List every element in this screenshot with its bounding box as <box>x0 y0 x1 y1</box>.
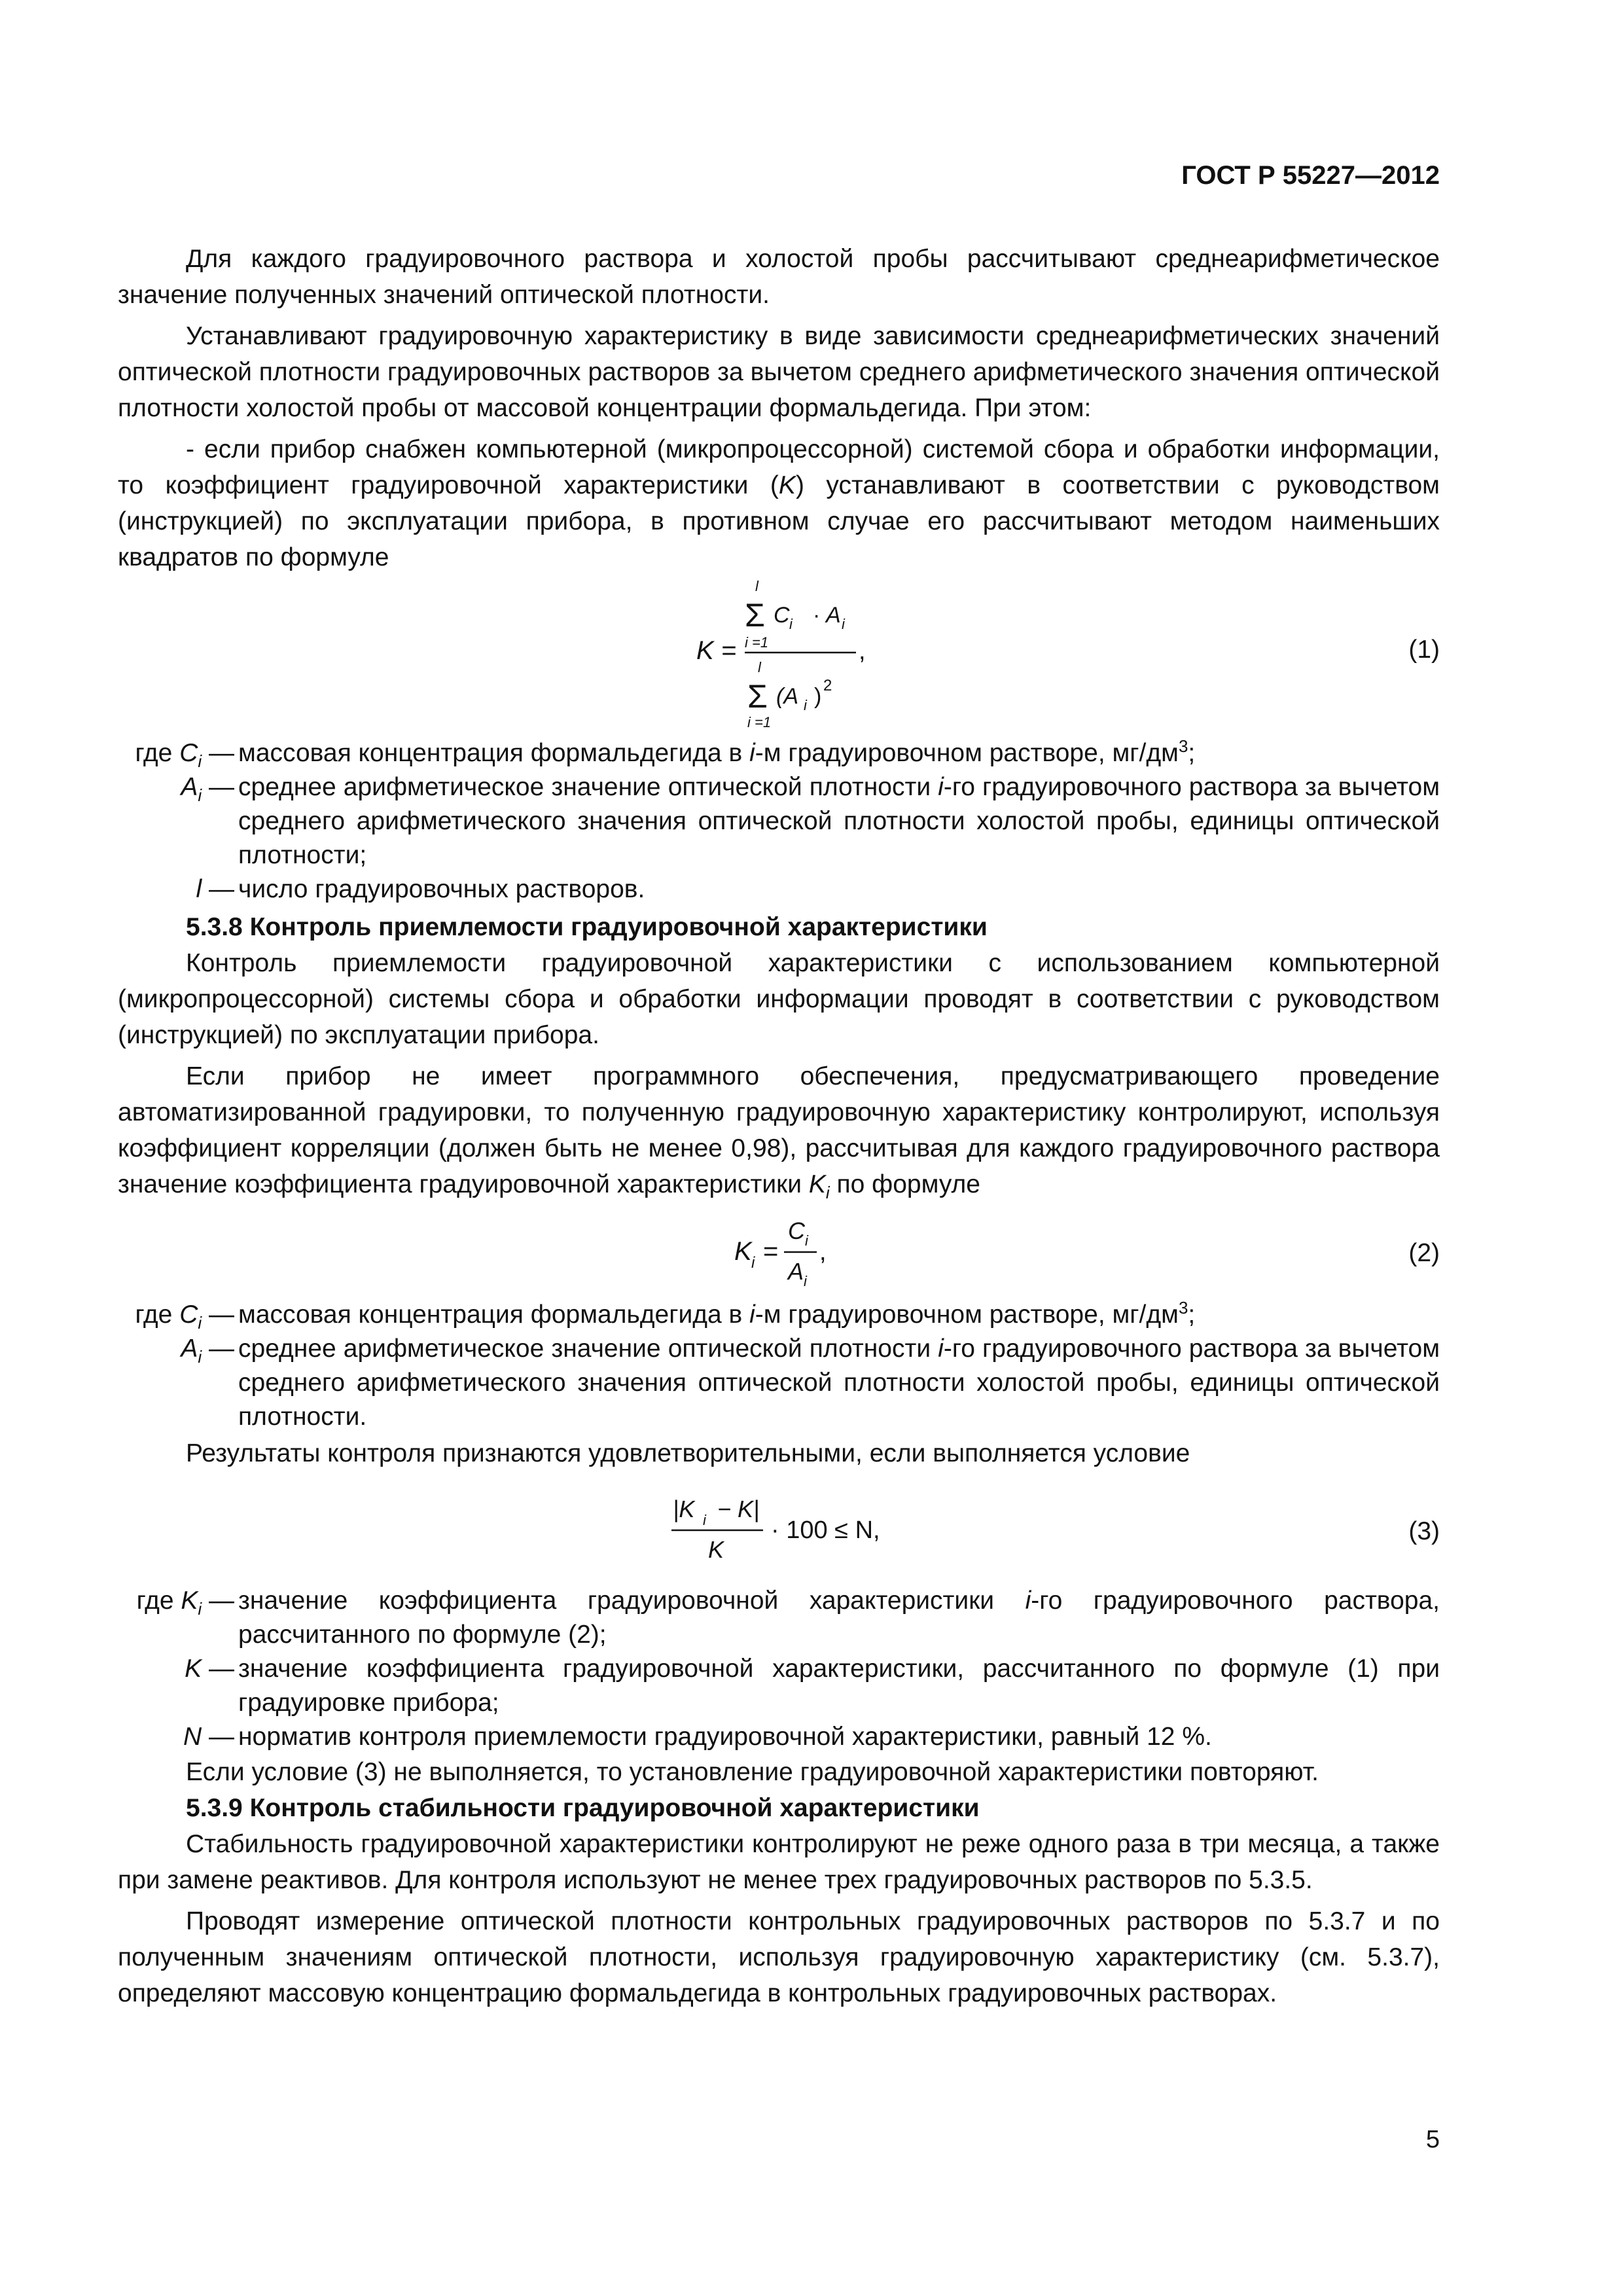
formula-1-svg <box>118 575 1440 731</box>
where-3-item-n: N — норматив контроля приемлемости градуировочной характеристики, равный 12 %. <box>118 1720 1440 1754</box>
formula-3-number: (3) <box>1408 1517 1440 1545</box>
formula-2-num-sub: i <box>805 1232 808 1249</box>
formula-1-den-a: (A <box>776 684 798 709</box>
where-2-item-a: $A_i$ — среднее арифметическое значение оптической плотности i-го градуировочного раствора за вычетом среднего арифметического значения оптической плотности холостой пробы, единицы оптической плотности. <box>118 1332 1440 1434</box>
formula-1-den-sub: i <box>804 697 807 713</box>
where-2-label: где $C_i$ — <box>135 1300 234 1333</box>
section-5-3-9-heading: 5.3.9 Контроль стабильности градуировочной характеристики <box>186 1794 980 1822</box>
formula-2-eq: = <box>763 1237 779 1266</box>
where-block-1 <box>118 736 1440 906</box>
formula-3-svg <box>118 1487 1440 1579</box>
where-1-label: где $C_i$ — <box>135 739 234 771</box>
where-3-item-k: K — значение коэффициента градуировочной характеристики, рассчитанного по формуле (1) при градуировке прибора; <box>118 1652 1440 1720</box>
formula-1-num-a: A <box>826 603 841 628</box>
where-1-label: l — <box>196 875 234 903</box>
where-1-item-a: $A_i$ — среднее арифметическое значение оптической плотности i-го градуировочного раствора за вычетом среднего арифметического значения оптической плотности холостой пробы, единицы оптической плотности; <box>118 770 1440 872</box>
formula-3-den: K <box>708 1536 724 1563</box>
formula-1-num-c-sub: i <box>789 616 793 632</box>
where-3-item-ki: где $K_i$ — значение коэффициента градуировочной характеристики i-го градуировочного раствора, рассчитанного по формуле (2); <box>118 1584 1440 1652</box>
where-3-label: где $K_i$ — <box>136 1587 234 1619</box>
formula-2-num: C <box>788 1217 805 1244</box>
formula-2-comma: , <box>819 1238 827 1266</box>
formula-1-number: (1) <box>1408 636 1440 664</box>
formula-1-den-sigma: Σ <box>747 678 768 715</box>
formula-3 <box>118 1487 1440 1579</box>
formula-3-num-sub: i <box>703 1512 706 1528</box>
paragraph-3: - если прибор снабжен компьютерной (микропроцессорной) системой сбора и обработки информации, то коэффициент градуировочной характеристики (K) устанавливают в соответствии с руководством (инструкцией) по эксплуатации прибора, в противном случае его рассчитывают методом наименьших квадратов по формуле <box>118 435 1440 571</box>
where-3-label: K — <box>185 1655 234 1683</box>
where-block-2 <box>118 1298 1440 1434</box>
section-5-3-9-paragraph-2: Проводят измерение оптической плотности контрольных градуировочных растворов по 5.3.7 и по полученным значениям оптической плотности, используя градуировочную характеристику (см. 5.3.7), определяют массовую концентрацию формальдегида в контрольных градуировочных растворах. <box>118 1907 1440 2007</box>
formula-1-num-dot: · <box>813 603 821 628</box>
document-body <box>118 241 1440 2011</box>
repeat-condition-text: Если условие (3) не выполняется, то установление градуировочной характеристики повторяют. <box>186 1758 1319 1786</box>
formula-2 <box>118 1209 1440 1294</box>
where-2-label: $A_i$ — <box>181 1335 234 1367</box>
formula-3-num-b: − K| <box>717 1496 760 1522</box>
formula-2-svg <box>118 1209 1440 1294</box>
formula-1-num-c: C <box>774 603 790 628</box>
where-1-item-l: l — число градуировочных растворов. <box>118 872 1440 906</box>
formula-2-den: A <box>788 1258 804 1285</box>
formula-2-den-sub: i <box>804 1273 807 1289</box>
formula-1-num-sigma: Σ <box>745 597 765 634</box>
where-1-item-c: где $C_i$ — массовая концентрация формальдегида в i-м градуировочном растворе, $мг/дм^3$; <box>118 736 1440 770</box>
where-block-3 <box>118 1584 1440 1754</box>
formula-3-rhs: · 100 ≤ N, <box>771 1516 880 1544</box>
formula-1-num-sum-bottom: i =1 <box>745 634 769 651</box>
result-condition-text: Результаты контроля признаются удовлетворительными, если выполняется условие <box>186 1439 1190 1467</box>
formula-1-den-power: 2 <box>823 677 832 694</box>
formula-1-lhs: K = <box>696 636 737 665</box>
section-5-3-8-paragraph-1: Контроль приемлемости градуировочной характеристики с использованием компьютерной (микропроцессорной) системы сбора и обработки информации проводят в соответствии с руководством (инструкцией) по эксплуатации прибора. <box>118 949 1440 1049</box>
section-5-3-8-heading: 5.3.8 Контроль приемлемости градуировочной характеристики <box>186 913 988 941</box>
where-3-label: N — <box>183 1723 234 1751</box>
formula-1-num-a-sub: i <box>842 616 845 632</box>
paragraph-2: Устанавливают градуировочную характеристику в виде зависимости среднеарифметических значений оптической плотности градуировочных растворов за вычетом среднего арифметического значения оптической плотности холостой пробы от массовой концентрации формальдегида. При этом: <box>118 322 1440 422</box>
section-5-3-8-paragraph-2: Если прибор не имеет программного обеспечения, предусматривающего проведение автоматизированной градуировки, то полученную градуировочную характеристику контролируют, используя коэффициент корреляции (должен быть не менее 0,98), рассчитывая для каждого градуировочного раствора значение коэффициента градуировочной характеристики $K_i$ по формуле <box>118 1062 1440 1202</box>
where-1-label: $A_i$ — <box>181 773 234 805</box>
page-number: 5 <box>1425 2126 1440 2153</box>
formula-1 <box>118 575 1440 731</box>
paragraph-1: Для каждого градуировочного раствора и холостой пробы рассчитывают среднеарифметическое значение полученных значений оптической плотности. <box>118 245 1440 309</box>
formula-3-num-a: |K <box>673 1496 695 1522</box>
formula-1-den-sum-bottom: i =1 <box>747 714 772 730</box>
formula-1-num-sum-top: l <box>755 578 758 594</box>
formula-1-comma: , <box>859 637 866 665</box>
formula-2-number: (2) <box>1408 1239 1440 1267</box>
formula-1-den-close: ) <box>814 684 822 709</box>
formula-2-lhs: K <box>734 1237 752 1266</box>
section-5-3-9-paragraph-1: Стабильность градуировочной характеристики контролируют не реже одного раза в три месяца, а также при замене реактивов. Для контроля используют не менее трех градуировочных растворов по 5.3.5. <box>118 1830 1440 1894</box>
standard-designation: ГОСТ Р 55227—2012 <box>1181 161 1440 190</box>
formula-2-lhs-sub: i <box>751 1254 755 1272</box>
where-2-item-c: где $C_i$ — массовая концентрация формальдегида в i-м градуировочном растворе, $мг/дм^3$; <box>118 1298 1440 1332</box>
formula-1-den-sum-top: l <box>758 659 761 675</box>
